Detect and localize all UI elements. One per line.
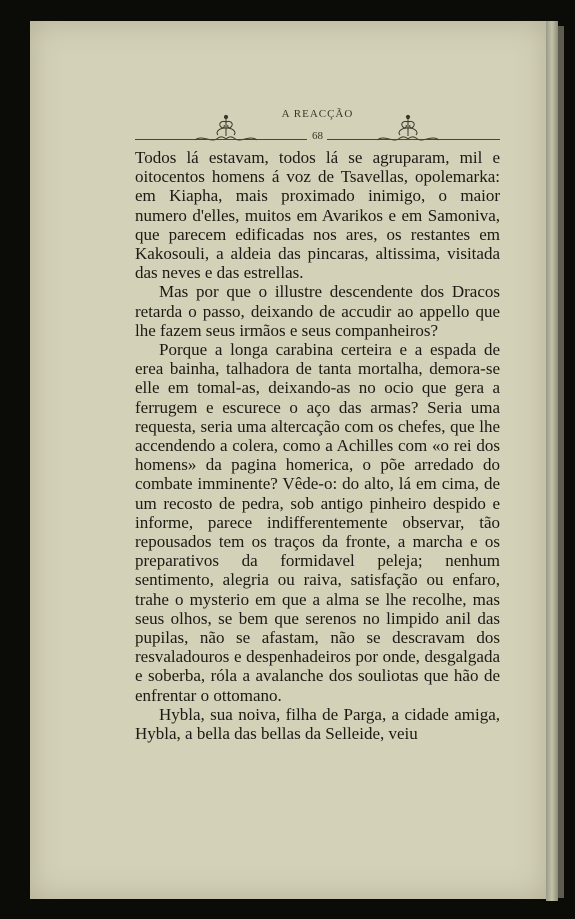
paragraph: Hybla, sua noiva, filha de Parga, a cidade amiga, Hybla, a bella das bellas da Selleide, veiu xyxy=(135,704,500,744)
paragraph: Todos lá estavam, todos lá se agruparam, mil e oitocentos homens á voz de Tsavellas, opolemarka: em Kiapha, mais proximado inimigo, o maior numero d'elles, muitos em Avarikos e em Samoniva, que parecem edificadas nos ares, os restantes em Kakosouli, a aldeia das pincaras, altissima, visitada das neves e das estrellas. xyxy=(135,148,500,283)
paragraph: Mas por que o illustre descendente dos Dracos retarda o passo, deixando de accudir ao appello que lhe fazem seus irmãos e seus companheiros? xyxy=(135,282,500,340)
page-header xyxy=(135,108,500,148)
book-spine-shadow xyxy=(558,26,564,898)
running-title: A REACÇÃO xyxy=(281,108,354,120)
body-text xyxy=(135,148,500,743)
paragraph: Porque a longa carabina certeira e a espada de erea bainha, talhadora de tanta mortalha, demora-se elle em tomal-as, deixando-as no ocio que gera a ferrugem e escurece o aço das armas? Seria uma requesta, seria uma altercação com os chefes, que lhe accendendo a colera, como a Achilles com «o rei dos homens» da pagina homerica, o põe arredado do combate imminente? Vêde-o: do alto, lá em cima, de um recosto de pedra, sob antigo pinheiro despido e informe, parece indifferentemente observar, tão repousados tem os traços da fronte, a marcha e os preparativos da formidavel peleja; nenhum sentimento, alegria ou raiva, satisfação ou enfaro, trahe o mysterio em que a alma se lhe recolhe, mas seus olhos, se bem que serenos no limpido anil das pupilas, não se afastam, não se descravam dos resvaladouros e despenhadeiros por onde, desgalgada e soberba, róla a avalanche dos souliotas que hão de enfrentar o ottomano. xyxy=(135,340,500,705)
page-number: 68 xyxy=(312,130,323,142)
header-rule-right xyxy=(327,139,500,140)
book-spine xyxy=(546,21,558,901)
